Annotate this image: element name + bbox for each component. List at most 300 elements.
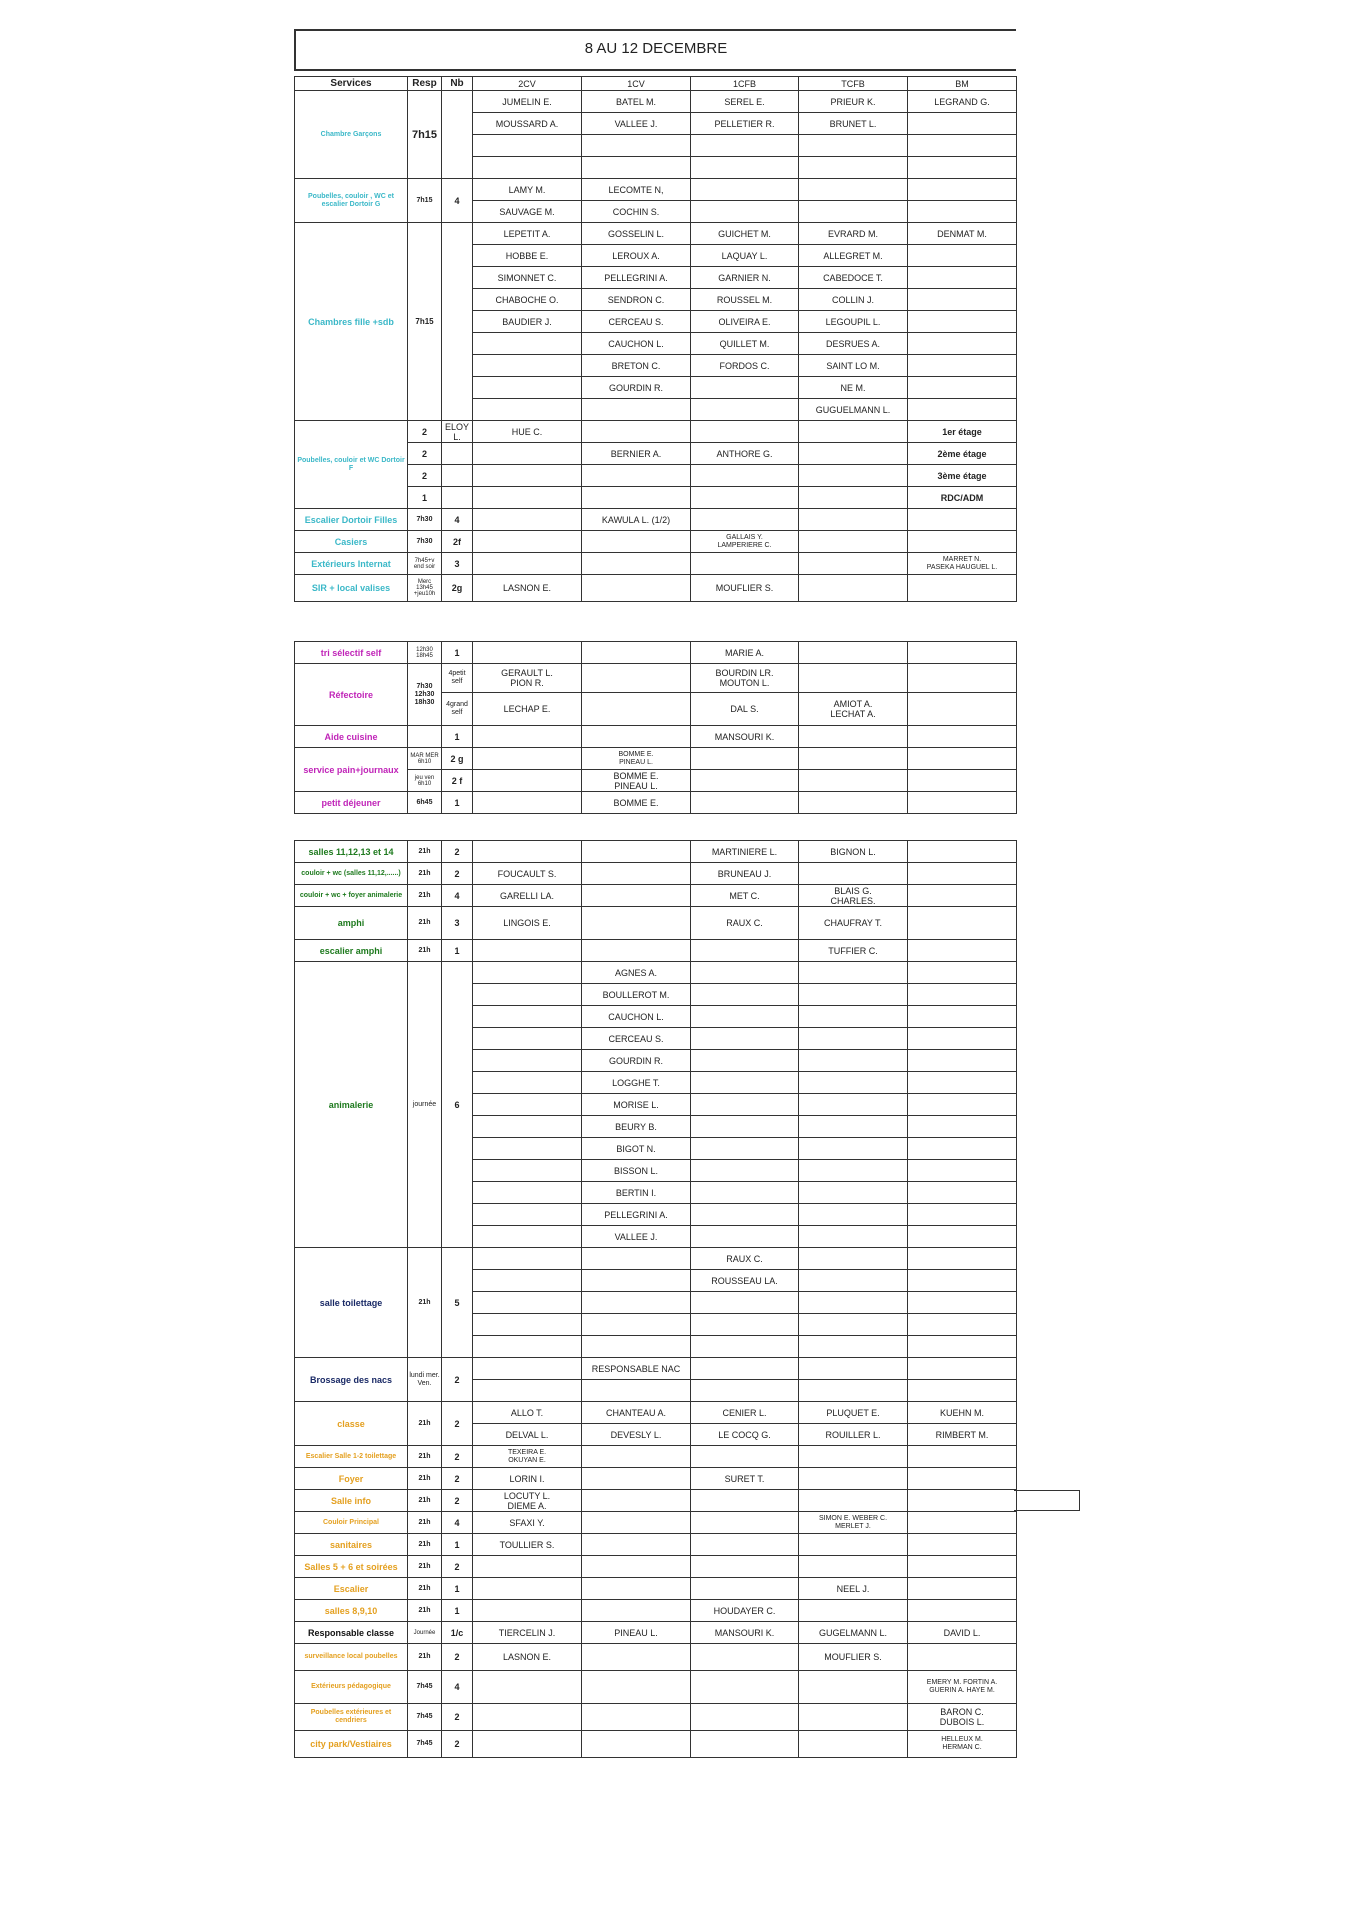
name-cell: [582, 841, 691, 863]
name-cell: KUEHN M.: [908, 1402, 1017, 1424]
resp-cell: journée: [408, 962, 442, 1248]
name-cell: [691, 1534, 799, 1556]
nb-cell: 2: [442, 841, 473, 863]
name-cell: [473, 1600, 582, 1622]
name-cell: RAUX C.: [691, 1248, 799, 1270]
resp-cell: 7h15: [408, 179, 442, 223]
name-cell: [473, 1028, 582, 1050]
name-cell: [473, 1292, 582, 1314]
name-cell: [799, 1292, 908, 1314]
resp-cell: 12h30 18h45: [408, 642, 442, 664]
name-cell: [799, 1226, 908, 1248]
name-cell: CENIER L.: [691, 1402, 799, 1424]
name-cell: [691, 421, 799, 443]
name-cell: [799, 1138, 908, 1160]
name-cell: [908, 770, 1017, 792]
name-cell: [908, 1072, 1017, 1094]
name-cell: [691, 792, 799, 814]
resp-cell: 7h30: [408, 509, 442, 531]
name-cell: [908, 1578, 1017, 1600]
name-cell: [473, 841, 582, 863]
name-cell: [908, 1160, 1017, 1182]
name-cell: [473, 1578, 582, 1600]
name-cell: [473, 377, 582, 399]
nb-cell: 2: [442, 1490, 473, 1512]
name-cell: RIMBERT M.: [908, 1424, 1017, 1446]
resp-cell: jeu ven 6h10: [408, 770, 442, 792]
service-label: classe: [295, 1402, 408, 1446]
name-cell: [799, 1336, 908, 1358]
name-cell: BIGNON L.: [799, 841, 908, 863]
name-cell: LAQUAY L.: [691, 245, 799, 267]
name-cell: [473, 1116, 582, 1138]
service-label: sanitaires: [295, 1534, 408, 1556]
name-cell: [473, 1072, 582, 1094]
name-cell: [799, 664, 908, 693]
name-cell: [799, 1358, 908, 1380]
row-resp-classe: [295, 1622, 1017, 1644]
name-cell: [691, 1380, 799, 1402]
name-cell: [582, 1292, 691, 1314]
nb-cell: 2 g: [442, 748, 473, 770]
name-cell: [582, 1556, 691, 1578]
name-cell: [473, 1314, 582, 1336]
name-cell: BOURDIN LR. MOUTON L.: [691, 664, 799, 693]
name-cell: [691, 553, 799, 575]
name-cell: [799, 1534, 908, 1556]
nb-cell: 1: [442, 792, 473, 814]
name-cell: [799, 443, 908, 465]
name-cell: BOMME E.: [582, 792, 691, 814]
resp-cell: 21h: [408, 907, 442, 940]
block-singles-s2b: [295, 726, 1017, 748]
name-cell: [582, 1248, 691, 1270]
header-1cv: 1CV: [582, 77, 691, 91]
name-cell: CERCEAU S.: [582, 311, 691, 333]
name-cell: MANSOURI K.: [691, 726, 799, 748]
service-label: city park/Vestiaires: [295, 1731, 408, 1758]
resp-cell: 6h45: [408, 792, 442, 814]
header-bm: BM: [908, 77, 1017, 91]
service-label: couloir + wc (salles 11,12,......): [295, 863, 408, 885]
name-cell: [799, 465, 908, 487]
name-cell: [691, 984, 799, 1006]
name-cell: [582, 1644, 691, 1671]
service-label: petit déjeuner: [295, 792, 408, 814]
row-casiers: [295, 531, 1017, 553]
name-cell: [908, 157, 1017, 179]
row-sir: [295, 575, 1017, 602]
name-cell: [473, 1556, 582, 1578]
resp-cell: 21h: [408, 885, 442, 907]
name-cell: [799, 201, 908, 223]
name-cell: [582, 575, 691, 602]
name-cell: LOGGHE T.: [582, 1072, 691, 1094]
block-singles-s2a: [295, 642, 1017, 664]
service-label: SIR + local valises: [295, 575, 408, 602]
name-cell: GUGELMANN L.: [799, 1622, 908, 1644]
title-box: [294, 29, 1016, 71]
nb-cell: 4: [442, 179, 473, 223]
resp-cell: 21h: [408, 940, 442, 962]
name-cell: CHANTEAU A.: [582, 1402, 691, 1424]
nb-cell: 1: [442, 642, 473, 664]
name-cell: GUICHET M.: [691, 223, 799, 245]
name-cell: [582, 421, 691, 443]
name-cell: [691, 940, 799, 962]
name-cell: MET C.: [691, 885, 799, 907]
name-cell: [691, 1094, 799, 1116]
name-cell: LASNON E.: [473, 1644, 582, 1671]
name-cell: [691, 509, 799, 531]
name-cell: BISSON L.: [582, 1160, 691, 1182]
name-cell: [908, 885, 1017, 907]
name-cell: MOUSSARD A.: [473, 113, 582, 135]
name-cell: [908, 841, 1017, 863]
name-cell: [691, 1314, 799, 1336]
name-cell: [799, 531, 908, 553]
name-cell: LEGOUPIL L.: [799, 311, 908, 333]
name-cell: [908, 377, 1017, 399]
nb-cell: 2: [408, 421, 442, 443]
section-restauration: [294, 641, 1017, 814]
name-cell: PELLETIER R.: [691, 113, 799, 135]
block-classe: [295, 1402, 1017, 1446]
resp-cell: 21h: [408, 1446, 442, 1468]
name-cell: BERTIN I.: [582, 1182, 691, 1204]
name-cell: [799, 1468, 908, 1490]
name-cell: [799, 1704, 908, 1731]
name-cell: [799, 1600, 908, 1622]
name-cell: [908, 1512, 1017, 1534]
name-cell: COLLIN J.: [799, 289, 908, 311]
name-cell: [691, 201, 799, 223]
row-esc-salle: [295, 1446, 1017, 1468]
name-cell: MOUFLIER S.: [691, 575, 799, 602]
nb-cell: 4: [442, 509, 473, 531]
name-cell: [799, 1006, 908, 1028]
name-cell: [799, 1028, 908, 1050]
name-cell: GERAULT L. PION R.: [473, 664, 582, 693]
name-cell: [582, 1446, 691, 1468]
name-cell: [582, 531, 691, 553]
name-cell: [582, 1336, 691, 1358]
name-cell: [691, 399, 799, 421]
name-cell: VALLEE J.: [582, 113, 691, 135]
name-cell: [908, 748, 1017, 770]
name-cell: [582, 399, 691, 421]
table-row: [295, 1358, 1017, 1380]
name-cell: [799, 962, 908, 984]
name-cell: [582, 465, 691, 487]
service-label: Poubelles, couloir , WC et escalier Dortoir G: [295, 179, 408, 223]
service-label: Escalier Salle 1-2 toilettage: [295, 1446, 408, 1468]
name-cell: BOULLEROT M.: [582, 984, 691, 1006]
nb-cell: 4: [442, 885, 473, 907]
service-label: Chambres fille +sdb: [295, 223, 408, 421]
service-label: salles 11,12,13 et 14: [295, 841, 408, 863]
name-cell: [799, 1490, 908, 1512]
name-cell: [582, 1490, 691, 1512]
name-cell: [473, 1671, 582, 1704]
name-cell: [582, 1671, 691, 1704]
service-label: Extérieurs Internat: [295, 553, 408, 575]
service-label: tri sélectif self: [295, 642, 408, 664]
name-cell: PRIEUR K.: [799, 91, 908, 113]
name-cell: [799, 1248, 908, 1270]
resp-cell: 7h45: [408, 1671, 442, 1704]
name-cell: [582, 940, 691, 962]
name-cell: [908, 1490, 1017, 1512]
resp-cell: 7h45: [408, 1731, 442, 1758]
block-chambres-fille: [295, 223, 1017, 421]
name-cell: [908, 792, 1017, 814]
service-label: Salle info: [295, 1490, 408, 1512]
resp-cell: 21h: [408, 1512, 442, 1534]
name-cell: [799, 487, 908, 509]
service-label: Extérieurs pédagogique: [295, 1671, 408, 1704]
name-cell: [799, 575, 908, 602]
nb-cell: 4petit self: [442, 664, 473, 693]
name-cell: [582, 885, 691, 907]
nb-cell: 2: [442, 1358, 473, 1402]
name-cell: [799, 1380, 908, 1402]
name-cell: [473, 553, 582, 575]
name-cell: [473, 1358, 582, 1380]
name-cell: [908, 1138, 1017, 1160]
name-cell: [473, 1182, 582, 1204]
name-cell: [799, 1556, 908, 1578]
row-ext-peda: [295, 1671, 1017, 1704]
name-cell: NE M.: [799, 377, 908, 399]
name-cell: [799, 726, 908, 748]
row-escalier-amphi: [295, 940, 1017, 962]
name-cell: [908, 1446, 1017, 1468]
name-cell: EMERY M. FORTIN A. GUERIN A. HAYE M.: [908, 1671, 1017, 1704]
name-cell: GOURDIN R.: [582, 1050, 691, 1072]
nb-cell: [442, 223, 473, 421]
name-cell: PELLEGRINI A.: [582, 267, 691, 289]
name-cell: [691, 1182, 799, 1204]
name-cell: [582, 1534, 691, 1556]
nb-cell: 1: [442, 726, 473, 748]
name-cell: QUILLET M.: [691, 333, 799, 355]
name-cell: [691, 1292, 799, 1314]
name-cell: TIERCELIN J.: [473, 1622, 582, 1644]
name-cell: DEVESLY L.: [582, 1424, 691, 1446]
floor-label: 1er étage: [908, 421, 1017, 443]
name-cell: [691, 1490, 799, 1512]
block-singles-s1: [295, 509, 1017, 602]
name-cell: [473, 1336, 582, 1358]
table-row: [295, 421, 1017, 443]
header-tcfb: TCFB: [799, 77, 908, 91]
name-cell: [473, 1204, 582, 1226]
name-cell: GARNIER N.: [691, 267, 799, 289]
block-toilettage: [295, 1248, 1017, 1358]
resp-cell: [408, 726, 442, 748]
name-cell: [473, 642, 582, 664]
name-cell: SIMON E. WEBER C. MERLET J.: [799, 1512, 908, 1534]
name-cell: [908, 1182, 1017, 1204]
name-cell: [908, 113, 1017, 135]
name-cell: MARIE A.: [691, 642, 799, 664]
name-cell: BOMME E. PINEAU L.: [582, 770, 691, 792]
salle-info-extension: [1014, 1490, 1080, 1511]
block-brossage: [295, 1358, 1017, 1402]
name-cell: [908, 693, 1017, 726]
row-city: [295, 1731, 1017, 1758]
name-cell: [908, 1600, 1017, 1622]
name-cell: [691, 1556, 799, 1578]
name-cell: [691, 770, 799, 792]
name-cell: [691, 1072, 799, 1094]
name-cell: [582, 553, 691, 575]
name-cell: ROUSSEL M.: [691, 289, 799, 311]
name-cell: [473, 726, 582, 748]
service-label: Brossage des nacs: [295, 1358, 408, 1402]
name-cell: CERCEAU S.: [582, 1028, 691, 1050]
name-cell: [691, 1446, 799, 1468]
resp-cell: 21h: [408, 863, 442, 885]
service-label: Poubelles, couloir et WC Dortoir F: [295, 421, 408, 509]
section-pedagogique: [294, 840, 1017, 1758]
service-label: service pain+journaux: [295, 748, 408, 792]
name-cell: [908, 1314, 1017, 1336]
resp-cell: 21h: [408, 1600, 442, 1622]
name-cell: JUMELIN E.: [473, 91, 582, 113]
name-cell: [473, 157, 582, 179]
name-cell: [691, 962, 799, 984]
name-cell: GOSSELIN L.: [582, 223, 691, 245]
name-cell: [908, 1336, 1017, 1358]
name-cell: [582, 1468, 691, 1490]
service-label: Casiers: [295, 531, 408, 553]
name-cell: DELVAL L.: [473, 1424, 582, 1446]
name-cell: SEREL E.: [691, 91, 799, 113]
row-pain-1: [295, 748, 1017, 770]
resp-cell: 7h15: [408, 223, 442, 421]
name-cell: [691, 1116, 799, 1138]
row-amphi: [295, 907, 1017, 940]
row-aide: [295, 726, 1017, 748]
name-cell: LAMY M.: [473, 179, 582, 201]
name-cell: [908, 289, 1017, 311]
name-cell: [799, 135, 908, 157]
name-cell: [691, 1138, 799, 1160]
name-cell: [473, 1704, 582, 1731]
name-cell: [908, 1270, 1017, 1292]
name-cell: BRETON C.: [582, 355, 691, 377]
resp-cell: MAR MER 6h10: [408, 748, 442, 770]
name-cell: [799, 1160, 908, 1182]
service-label: salle toilettage: [295, 1248, 408, 1358]
name-cell: BEURY B.: [582, 1116, 691, 1138]
block-chambre-garcons: [295, 91, 1017, 179]
block-animalerie: [295, 962, 1017, 1248]
floor-label: RDC/ADM: [908, 487, 1017, 509]
row-couloir-foyer: [295, 885, 1017, 907]
name-cell: HELLEUX M. HERMAN C.: [908, 1731, 1017, 1758]
name-cell: [691, 1512, 799, 1534]
name-cell: [473, 1160, 582, 1182]
name-cell: [908, 1468, 1017, 1490]
name-cell: [908, 664, 1017, 693]
table-row: [295, 1402, 1017, 1424]
name-cell: TEXEIRA E. OKUYAN E.: [473, 1446, 582, 1468]
name-cell: [908, 1556, 1017, 1578]
name-cell: [582, 487, 691, 509]
name-cell: LOCUTY L. DIEME A.: [473, 1490, 582, 1512]
name-cell: [799, 1182, 908, 1204]
resp-cell: 21h: [408, 1534, 442, 1556]
name-cell: [691, 1204, 799, 1226]
name-cell: AMIOT A. LECHAT A.: [799, 693, 908, 726]
name-cell: HUE C.: [473, 421, 582, 443]
row-salles89: [295, 1600, 1017, 1622]
name-cell: [908, 1380, 1017, 1402]
name-cell: [691, 487, 799, 509]
name-cell: [473, 1094, 582, 1116]
name-cell: [799, 1270, 908, 1292]
name-cell: [473, 399, 582, 421]
name-cell: [691, 1336, 799, 1358]
name-cell: RESPONSABLE NAC: [582, 1358, 691, 1380]
name-cell: DESRUES A.: [799, 333, 908, 355]
name-cell: [908, 1006, 1017, 1028]
name-cell: ROUILLER L.: [799, 1424, 908, 1446]
name-cell: [908, 907, 1017, 940]
name-cell: LECHAP E.: [473, 693, 582, 726]
name-cell: ALLEGRET M.: [799, 245, 908, 267]
name-cell: [799, 179, 908, 201]
nb-cell: 3: [442, 907, 473, 940]
name-cell: [908, 311, 1017, 333]
name-cell: [799, 770, 908, 792]
name-cell: [908, 642, 1017, 664]
nb-cell: 2f: [442, 531, 473, 553]
name-cell: MORISE L.: [582, 1094, 691, 1116]
name-cell: SENDRON C.: [582, 289, 691, 311]
name-cell: [473, 1380, 582, 1402]
name-cell: [691, 377, 799, 399]
name-cell: CAUCHON L.: [582, 1006, 691, 1028]
nb-cell: 2: [442, 1446, 473, 1468]
service-label: escalier amphi: [295, 940, 408, 962]
row-animalerie-0: [295, 962, 1017, 984]
row-petit-dej: [295, 792, 1017, 814]
name-cell: [799, 1050, 908, 1072]
name-cell: BIGOT N.: [582, 1138, 691, 1160]
name-cell: [473, 333, 582, 355]
header-row: [295, 77, 1017, 91]
name-cell: [691, 1671, 799, 1704]
name-cell: TOULLIER S.: [473, 1534, 582, 1556]
name-cell: HOBBE E.: [473, 245, 582, 267]
table-row: [295, 179, 1017, 201]
name-cell: [908, 1204, 1017, 1226]
name-cell: [582, 664, 691, 693]
name-cell: [473, 1050, 582, 1072]
name-cell: BRUNET L.: [799, 113, 908, 135]
nb-cell: 4: [442, 1671, 473, 1704]
nb-cell: 2: [442, 863, 473, 885]
name-cell: DENMAT M.: [908, 223, 1017, 245]
name-cell: [473, 792, 582, 814]
nb-cell: 1: [442, 1600, 473, 1622]
service-label: Couloir Principal: [295, 1512, 408, 1534]
name-cell: FOUCAULT S.: [473, 863, 582, 885]
